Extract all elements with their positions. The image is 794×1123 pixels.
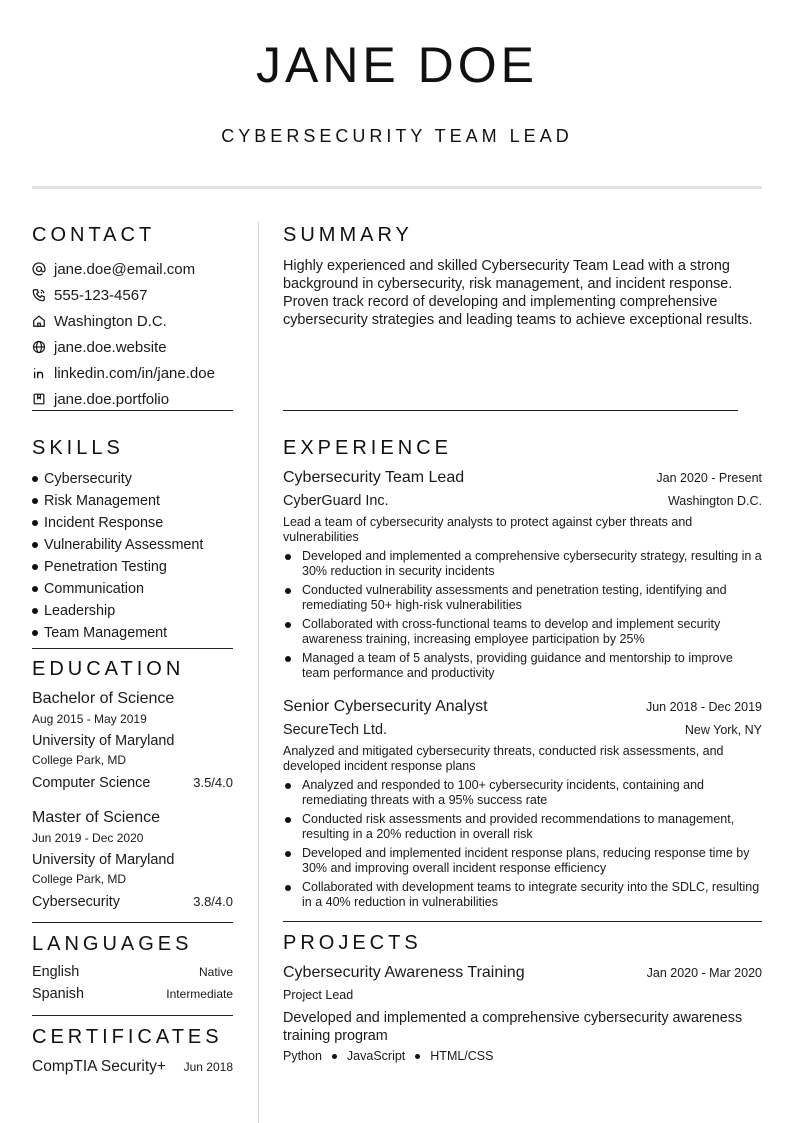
- contact-divider: [32, 410, 233, 411]
- tech-tag: Python: [283, 1049, 322, 1063]
- degree: Bachelor of Science: [32, 690, 175, 707]
- language-item: [32, 964, 233, 986]
- education-dates: Jun 2019 - Dec 2020: [32, 831, 144, 845]
- skill-item: [32, 600, 233, 622]
- certificate-name: CompTIA Security+: [32, 1058, 166, 1075]
- job-bullet-text: Analyzed and responded to 100+ cybersecurity incidents, containing and remediating threats with a 95% success rate: [302, 778, 705, 807]
- language-level: Intermediate: [166, 987, 233, 1001]
- languages-list: [32, 964, 233, 1008]
- job-bullet: [283, 880, 762, 910]
- job-bullet-text: Collaborated with cross-functional teams to develop and implement security awareness training, increasing employee participation by 25%: [302, 617, 721, 646]
- candidate-title: CYBERSECURITY TEAM LEAD: [221, 126, 573, 146]
- job-company: SecureTech Ltd.: [283, 722, 387, 738]
- job-bullet-text: Developed and implemented a comprehensive cybersecurity strategy, resulting in a 30% reduction in security incidents: [302, 549, 762, 578]
- language-name: English: [32, 964, 80, 980]
- skill-item: [32, 556, 233, 578]
- school-name: University of Maryland: [32, 852, 175, 868]
- summary-divider: [283, 410, 738, 411]
- bullet-icon: [32, 476, 38, 482]
- job-entry: [283, 698, 762, 914]
- project-name: Cybersecurity Awareness Training: [283, 964, 525, 981]
- skill-label: Cybersecurity: [44, 471, 132, 487]
- bullet-icon: [285, 656, 291, 662]
- project-tech-list: [283, 1049, 762, 1063]
- skill-label: Team Management: [44, 625, 168, 641]
- project-role: Project Lead: [283, 988, 354, 1002]
- job-bullet: [283, 583, 762, 613]
- summary-heading: SUMMARY: [283, 224, 413, 246]
- language-item: [32, 986, 233, 1008]
- contact-email-text: jane.doe@email.com: [54, 260, 196, 278]
- summary-text: Highly experienced and skilled Cybersecurity Team Lead with a strong background in cybersecurity, risk management, and incident response. Proven track record of developing and implementing comprehensive cybersecurity strategies and leading teams to achieve exceptional results.: [283, 258, 753, 328]
- bullet-icon: [32, 542, 38, 548]
- bullet-icon: [32, 520, 38, 526]
- portfolio-icon: [32, 392, 46, 406]
- contact-heading: CONTACT: [32, 224, 156, 246]
- project-entry: [283, 964, 762, 1063]
- contact-portfolio[interactable]: [32, 386, 233, 412]
- contact-linkedin[interactable]: [32, 360, 233, 386]
- experience-divider: [283, 921, 762, 922]
- bullet-icon: [285, 622, 291, 628]
- gpa: 3.5/4.0: [193, 775, 233, 790]
- skill-label: Risk Management: [44, 493, 160, 509]
- field-of-study: Computer Science: [32, 775, 151, 791]
- languages-divider: [32, 1015, 233, 1016]
- bullet-icon: [32, 608, 38, 614]
- job-bullet: [283, 812, 762, 842]
- education-dates: Aug 2015 - May 2019: [32, 712, 147, 726]
- field-row: [32, 894, 233, 910]
- skill-label: Penetration Testing: [44, 559, 167, 575]
- job-location: New York, NY: [684, 723, 762, 737]
- project-dates: Jan 2020 - Mar 2020: [646, 966, 762, 980]
- job-bullet: [283, 617, 762, 647]
- column-divider: [258, 222, 259, 1123]
- tech-tag: JavaScript: [346, 1049, 406, 1063]
- contact-phone[interactable]: [32, 282, 233, 308]
- job-bullet: [283, 846, 762, 876]
- contact-location-text: Washington D.C.: [54, 312, 167, 330]
- school-location: College Park, MD: [32, 872, 127, 886]
- job-bullet-text: Conducted risk assessments and provided recommendations to management, resulting in a 20% reduction in overall risk: [302, 812, 735, 841]
- contact-email[interactable]: [32, 256, 233, 282]
- job-location: Washington D.C.: [667, 494, 762, 508]
- globe-icon: [32, 340, 46, 354]
- skills-heading: SKILLS: [32, 437, 124, 459]
- job-bullet: [283, 549, 762, 579]
- contact-phone-text: 555-123-4567: [54, 286, 148, 304]
- field-row: [32, 775, 233, 791]
- skill-label: Leadership: [44, 603, 116, 619]
- experience-heading: EXPERIENCE: [283, 437, 452, 459]
- bullet-icon: [32, 564, 38, 570]
- phone-icon: [32, 288, 46, 302]
- skill-item: [32, 578, 233, 600]
- skill-item: [32, 490, 233, 512]
- job-company: CyberGuard Inc.: [283, 493, 389, 509]
- projects-heading: PROJECTS: [283, 932, 422, 954]
- bullet-icon: [285, 588, 291, 594]
- language-name: Spanish: [32, 986, 85, 1002]
- bullet-icon: [332, 1054, 337, 1059]
- tech-tag: HTML/CSS: [430, 1049, 494, 1063]
- contact-portfolio-text: jane.doe.portfolio: [54, 390, 170, 408]
- job-dates: Jun 2018 - Dec 2019: [645, 700, 762, 714]
- job-bullet-text: Developed and implemented incident response plans, reducing response time by 30% and improving overall incident response efficiency: [302, 846, 750, 875]
- linkedin-icon: [32, 366, 46, 380]
- school-location: College Park, MD: [32, 753, 127, 767]
- job-bullet: [283, 778, 762, 808]
- bullet-icon: [32, 630, 38, 636]
- bullet-icon: [285, 851, 291, 857]
- contact-linkedin-text: linkedin.com/in/jane.doe: [54, 364, 215, 382]
- job-dates: Jan 2020 - Present: [656, 471, 762, 485]
- certificate-item: [32, 1058, 233, 1076]
- skill-label: Communication: [44, 581, 144, 597]
- skill-item: [32, 512, 233, 534]
- job-bullet-text: Conducted vulnerability assessments and penetration testing, identifying and remediating 50+ high-risk vulnerabilities: [302, 583, 727, 612]
- header-divider: [32, 186, 762, 189]
- home-icon: [32, 314, 46, 328]
- job-bullet: [283, 651, 762, 681]
- bullet-icon: [415, 1054, 420, 1059]
- job-description: Lead a team of cybersecurity analysts to protect against cyber threats and vulnerabilities: [283, 515, 693, 544]
- skill-item: [32, 534, 233, 556]
- gpa: 3.8/4.0: [193, 894, 233, 909]
- job-entry: [283, 469, 762, 685]
- bullet-icon: [285, 817, 291, 823]
- job-role: Cybersecurity Team Lead: [283, 469, 465, 486]
- bullet-icon: [285, 885, 291, 891]
- education-heading: EDUCATION: [32, 658, 185, 680]
- field-of-study: Cybersecurity: [32, 894, 120, 910]
- certificates-heading: CERTIFICATES: [32, 1026, 223, 1048]
- language-level: Native: [198, 965, 233, 979]
- bullet-icon: [285, 783, 291, 789]
- education-entry: [32, 690, 233, 791]
- contact-list: [32, 256, 233, 412]
- job-bullets: [283, 778, 762, 910]
- skill-item: [32, 622, 233, 644]
- degree: Master of Science: [32, 809, 161, 826]
- certificate-date: Jun 2018: [183, 1060, 233, 1074]
- skill-item: [32, 468, 233, 490]
- skill-label: Incident Response: [44, 515, 164, 531]
- candidate-name: JANE DOE: [255, 37, 539, 93]
- skills-list: [32, 468, 233, 644]
- job-bullet-text: Collaborated with development teams to integrate security into the SDLC, resulting in a 40% reduction in vulnerabilities: [302, 880, 760, 909]
- job-role: Senior Cybersecurity Analyst: [283, 698, 488, 715]
- project-description: Developed and implemented a comprehensive cybersecurity awareness training program: [283, 1010, 743, 1044]
- school-name: University of Maryland: [32, 733, 175, 749]
- skill-label: Vulnerability Assessment: [44, 537, 204, 553]
- job-bullets: [283, 549, 762, 681]
- job-bullet-text: Managed a team of 5 analysts, providing guidance and mentorship to improve team performance and productivity: [302, 651, 733, 680]
- contact-website-text: jane.doe.website: [54, 338, 167, 356]
- bullet-icon: [285, 554, 291, 560]
- contact-website[interactable]: [32, 334, 233, 360]
- at-icon: [32, 262, 46, 276]
- skills-divider: [32, 648, 233, 649]
- education-divider: [32, 922, 233, 923]
- bullet-icon: [32, 586, 38, 592]
- education-entry: [32, 809, 233, 910]
- contact-location: [32, 308, 233, 334]
- languages-heading: LANGUAGES: [32, 933, 193, 955]
- job-description: Analyzed and mitigated cybersecurity threats, conducted risk assessments, and developed incident response plans: [283, 744, 724, 773]
- bullet-icon: [32, 498, 38, 504]
